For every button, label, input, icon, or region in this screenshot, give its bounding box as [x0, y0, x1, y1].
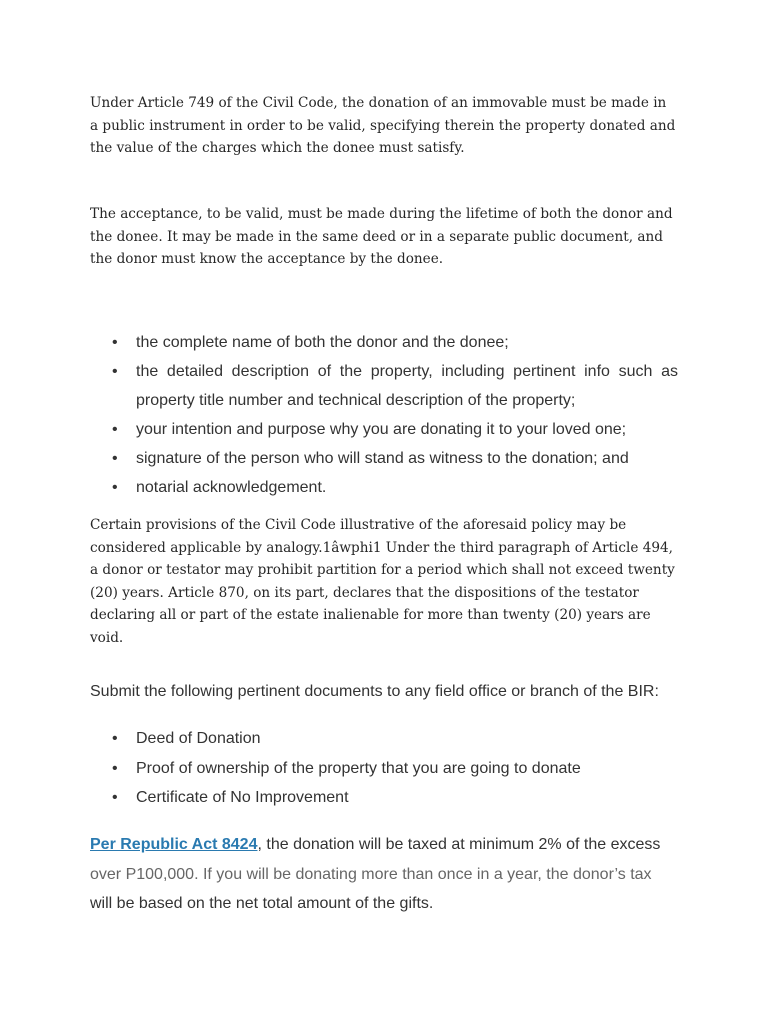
deed-contents-list [90, 328, 678, 502]
paragraph-article-749: Under Article 749 of the Civil Code, the donation of an immovable must be made in a public instrument in order to be valid, specifying therein the property donated and the value of the charges which the donee must satisfy. [90, 95, 676, 156]
tax-text-part2: over P100,000. If you will be donating more than once in a year, the donor’s tax [90, 865, 652, 883]
list-item: • notarial acknowledgement. [90, 473, 678, 502]
documents-list [90, 724, 678, 813]
list-item: • Deed of Donation [90, 724, 678, 754]
list-item: • the detailed description of the property, including pertinent info such as property title number and technical description of the property; [90, 357, 678, 415]
paragraph-provisions: Certain provisions of the Civil Code illustrative of the aforesaid policy may be considered applicable by analogy.1âwphi1 Under the third paragraph of Article 494, a donor or testator may prohibit partition for a period which shall not exceed twenty (20) years. Article 870, on its part, declares that the dispositions of the testator declaring all or part of the estate inalienable for more than twenty (20) years are void. [90, 517, 675, 646]
paragraph-acceptance: The acceptance, to be valid, must be made during the lifetime of both the donor and the donee. It may be made in the same deed or in a separate public document, and the donor must know the acceptance by the donee. [90, 206, 673, 267]
tax-text-part3: will be based on the net total amount of the gifts. [90, 895, 434, 912]
tax-text-part1: , the donation will be taxed at minimum 2% of the excess [257, 836, 661, 853]
list-item: • your intention and purpose why you are donating it to your loved one; [90, 415, 678, 444]
list-item: • Certificate of No Improvement [90, 783, 678, 813]
list-item: • the complete name of both the donor and the donee; [90, 328, 678, 357]
list-item: • signature of the person who will stand as witness to the donation; and [90, 444, 678, 473]
republic-act-link[interactable]: Per Republic Act 8424 [90, 836, 258, 853]
submit-intro: Submit the following pertinent documents to any field office or branch of the BIR: [90, 683, 659, 700]
tax-paragraph [90, 830, 678, 919]
list-item: • Proof of ownership of the property that you are going to donate [90, 754, 678, 784]
